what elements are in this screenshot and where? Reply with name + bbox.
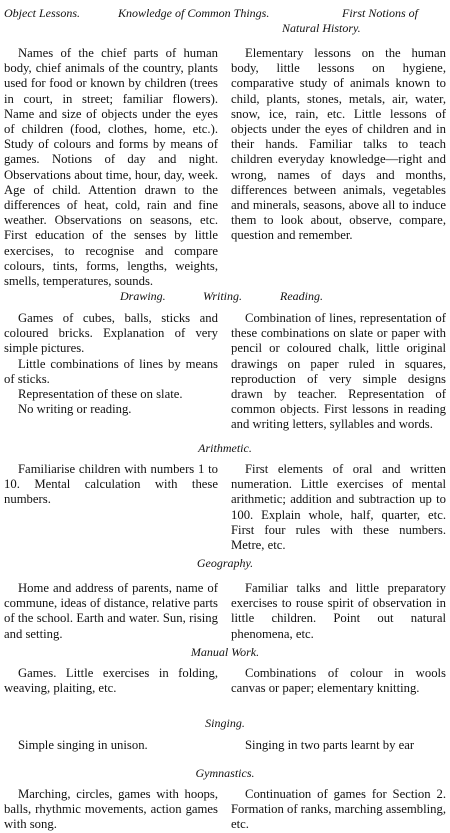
paragraph: Home and address of parents, name of commune, ideas of distance, relative parts of the school. Earth and water. Sun, rising and setting. bbox=[4, 581, 218, 641]
heading-natural-history-2: Natural History. bbox=[282, 21, 361, 35]
paragraph: Representation of these on slate. bbox=[18, 387, 183, 402]
heading-common-things: Knowledge of Common Things. bbox=[118, 6, 270, 20]
paragraph: Simple singing in unison. bbox=[18, 738, 148, 752]
geography-left-column bbox=[4, 581, 218, 642]
paragraph: Names of the chief parts of human body, chief animals of the country, plants used for food or known by children (trees in court, in street; familiar flowers). Name and size of objects under the eyes of children (food, clothes, home, etc.). Study of colours and forms by means of games. Notions of day and night. Observations about time, hour, day, week. Age of child. Attention drawn to the differences of heat, cold, rain and fine weather. Observations on seasons, etc. First education of the senses by little exercises, to recognise and compare colours, tints, forms, lengths, weights, smells, temperatures, sounds. bbox=[4, 46, 218, 289]
heading-natural-history-1: First Notions of bbox=[342, 6, 419, 20]
nature-right-column bbox=[231, 46, 446, 244]
arithmetic-left-column bbox=[4, 462, 218, 508]
paragraph: Combinations of colour in wools canvas or paper; elementary knitting. bbox=[231, 666, 446, 696]
manual-left-column bbox=[4, 666, 218, 696]
arithmetic-heading: Arithmetic. bbox=[198, 441, 252, 455]
gymnastics-heading: Gymnastics. bbox=[195, 766, 255, 780]
gymnastics-right-column bbox=[231, 787, 446, 833]
singing-heading: Singing. bbox=[205, 716, 245, 730]
paragraph: Marching, circles, games with hoops, balls, rhythmic movements, action games with song. bbox=[4, 787, 218, 832]
paragraph: Familiar talks and little preparatory exercises to rouse spirit of observation in little children. Point out natural phenomena, etc. bbox=[231, 581, 446, 641]
drawing-right-column bbox=[231, 311, 446, 433]
heading-writing: Writing. bbox=[203, 289, 243, 303]
manual-right-column bbox=[231, 666, 446, 696]
paragraph: Games of cubes, balls, sticks and coloured bricks. Explanation of very simple pictures. bbox=[4, 311, 218, 356]
heading-drawing: Drawing. bbox=[120, 289, 166, 303]
paragraph: Continuation of games for Section 2. Formation of ranks, marching assembling, etc. bbox=[231, 787, 446, 832]
geography-heading: Geography. bbox=[196, 556, 254, 570]
paragraph: Games. Little exercises in folding, weaving, plaiting, etc. bbox=[4, 666, 218, 696]
geography-right-column bbox=[231, 581, 446, 642]
paragraph: Elementary lessons on the human body, little lessons on hygiene, comparative study of animals known to child, plants, stones, metals, air, water, snow, ice, rain, etc. Little lessons of objects under the eyes of children and in their hands. Familiar talks to teach children everyday knowledge—right and wrong, names of days and months, differences between animals, vegetables and minerals, seasons, above all to induce them to look about, observe, compare, question and remember. bbox=[231, 46, 446, 243]
manual-work-heading: Manual Work. bbox=[190, 645, 260, 659]
heading-object-lessons: Object Lessons. bbox=[4, 6, 80, 20]
paragraph: Singing in two parts learnt by ear bbox=[245, 738, 415, 752]
gymnastics-left-column bbox=[4, 787, 218, 833]
singing-right-column bbox=[231, 738, 446, 753]
paragraph: Familiarise children with numbers 1 to 10. Mental calculation with these numbers. bbox=[4, 462, 218, 507]
paragraph: Little combinations of lines by means of sticks. bbox=[4, 356, 218, 386]
nature-left-column bbox=[4, 46, 218, 289]
heading-reading: Reading. bbox=[280, 289, 323, 303]
paragraph: First elements of oral and written numeration. Little exercises of mental arithmetic; addition and subtraction up to 100. Explain whole, half, quarter, etc. First four rules with these numbers. Metre, etc. bbox=[231, 462, 446, 553]
paragraph: No writing or reading. bbox=[18, 402, 132, 417]
drawing-left-column bbox=[4, 311, 218, 417]
singing-left-column bbox=[4, 738, 218, 753]
paragraph: Combination of lines, representation of these combinations on slate or paper with pencil or coloured chalk, little original drawings on paper ruled in squares, reproduction of very simple designs drawn by teacher. Representation of common objects. First lessons in reading and writing letters, syllables and words. bbox=[231, 311, 446, 432]
arithmetic-right-column bbox=[231, 462, 446, 553]
